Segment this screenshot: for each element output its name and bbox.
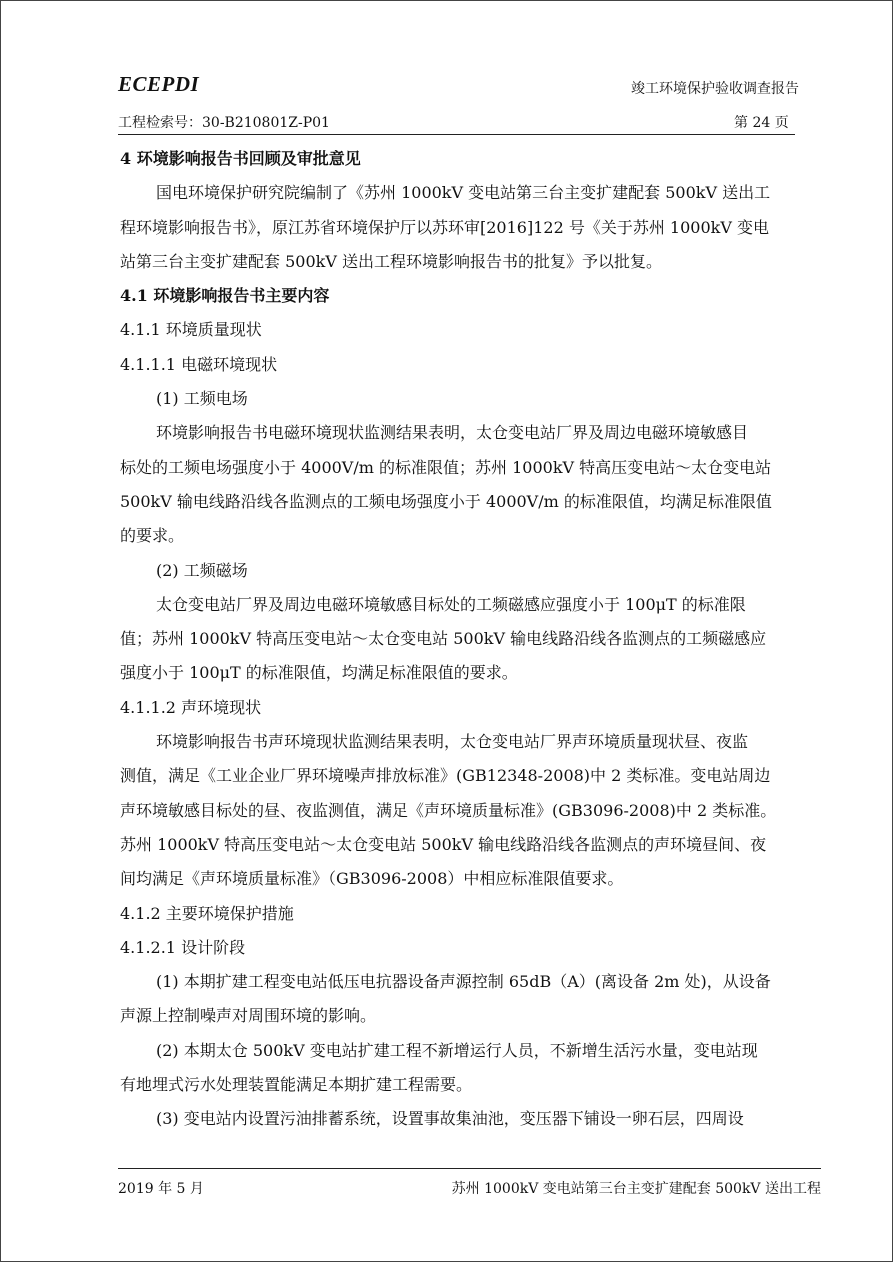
paragraph-line: 声源上控制噪声对周围环境的影响。 xyxy=(120,1006,377,1026)
paragraph-line: 标处的工频电场强度小于 4000V/m 的标准限值；苏州 1000kV 特高压变电站～太仓变电站 xyxy=(120,457,772,477)
paragraph-line: 站第三台主变扩建配套 500kV 送出工程环境影响报告书的批复》予以批复。 xyxy=(120,251,662,271)
page-number: 第 24 页 xyxy=(734,115,789,131)
project-index-number: 工程检索号：30-B210801Z-P01 xyxy=(118,115,330,131)
list-item-heading: (2) 工频磁场 xyxy=(156,560,248,580)
paragraph-line: 环境影响报告书电磁环境现状监测结果表明，太仓变电站厂界及周边电磁环境敏感目 xyxy=(156,423,749,443)
section-heading: 4 环境影响报告书回顾及审批意见 xyxy=(120,149,361,168)
paragraph-line: 环境影响报告书声环境现状监测结果表明，太仓变电站厂界声环境质量现状昼、夜监 xyxy=(156,732,749,752)
paragraph-line: 声环境敏感目标处的昼、夜监测值，满足《声环境质量标准》(GB3096-2008)中 2 类标准。 xyxy=(120,800,777,820)
subsection-heading: 4.1.2 主要环境保护措施 xyxy=(120,903,294,923)
subsection-heading: 4.1.1 环境质量现状 xyxy=(120,320,262,340)
paragraph-line: 的要求。 xyxy=(120,526,185,546)
page-body xyxy=(120,142,820,1137)
document-type: 竣工环境保护验收调查报告 xyxy=(631,81,799,97)
paragraph-line: 强度小于 100μT 的标准限值，均满足标准限值的要求。 xyxy=(120,663,518,683)
paragraph-line: 值；苏州 1000kV 特高压变电站～太仓变电站 500kV 输电线路沿线各监测点的工频磁感应 xyxy=(120,629,767,649)
subsection-heading: 4.1.2.1 设计阶段 xyxy=(120,937,246,957)
paragraph-line: 测值，满足《工业企业厂界环境噪声排放标准》(GB12348-2008)中 2 类标准。变电站周边 xyxy=(120,766,771,786)
paragraph-line: 500kV 输电线路沿线各监测点的工频电场强度小于 4000V/m 的标准限值，均满足标准限值 xyxy=(120,491,772,511)
paragraph-line: (2) 本期太仓 500kV 变电站扩建工程不新增运行人员，不新增生活污水量，变电站现 xyxy=(156,1040,758,1060)
paragraph-line: (1) 本期扩建工程变电站低压电抗器设备声源控制 65dB（A）(离设备 2m 处)，从设备 xyxy=(156,972,771,992)
subsection-heading: 4.1.1.1 电磁环境现状 xyxy=(120,354,278,374)
paragraph-line: (3) 变电站内设置污油排蓄系统，设置事故集油池，变压器下铺设一卵石层，四周设 xyxy=(156,1109,744,1129)
subsection-heading: 4.1.1.2 声环境现状 xyxy=(120,697,262,717)
header-rule xyxy=(118,134,795,135)
footer-date: 2019 年 5 月 xyxy=(118,1181,204,1197)
list-item-heading: (1) 工频电场 xyxy=(156,389,248,409)
subsection-heading: 4.1 环境影响报告书主要内容 xyxy=(120,286,330,306)
paragraph-line: 太仓变电站厂界及周边电磁环境敏感目标处的工频磁感应强度小于 100μT 的标准限 xyxy=(156,594,746,614)
paragraph-line: 苏州 1000kV 特高压变电站～太仓变电站 500kV 输电线路沿线各监测点的声环境昼间、夜 xyxy=(120,834,767,854)
footer-rule xyxy=(118,1168,821,1169)
paragraph-line: 程环境影响报告书》，原江苏省环境保护厅以苏环审[2016]122 号《关于苏州 1000kV 变电 xyxy=(120,217,769,237)
paragraph-line: 间均满足《声环境质量标准》（GB3096-2008）中相应标准限值要求。 xyxy=(120,869,624,889)
footer-project-name: 苏州 1000kV 变电站第三台主变扩建配套 500kV 送出工程 xyxy=(451,1181,821,1197)
company-logo: ECEPDI xyxy=(118,72,200,96)
paragraph-line: 有地埋式污水处理装置能满足本期扩建工程需要。 xyxy=(120,1075,473,1095)
paragraph-line: 国电环境保护研究院编制了《苏州 1000kV 变电站第三台主变扩建配套 500kV 送出工 xyxy=(156,183,771,203)
